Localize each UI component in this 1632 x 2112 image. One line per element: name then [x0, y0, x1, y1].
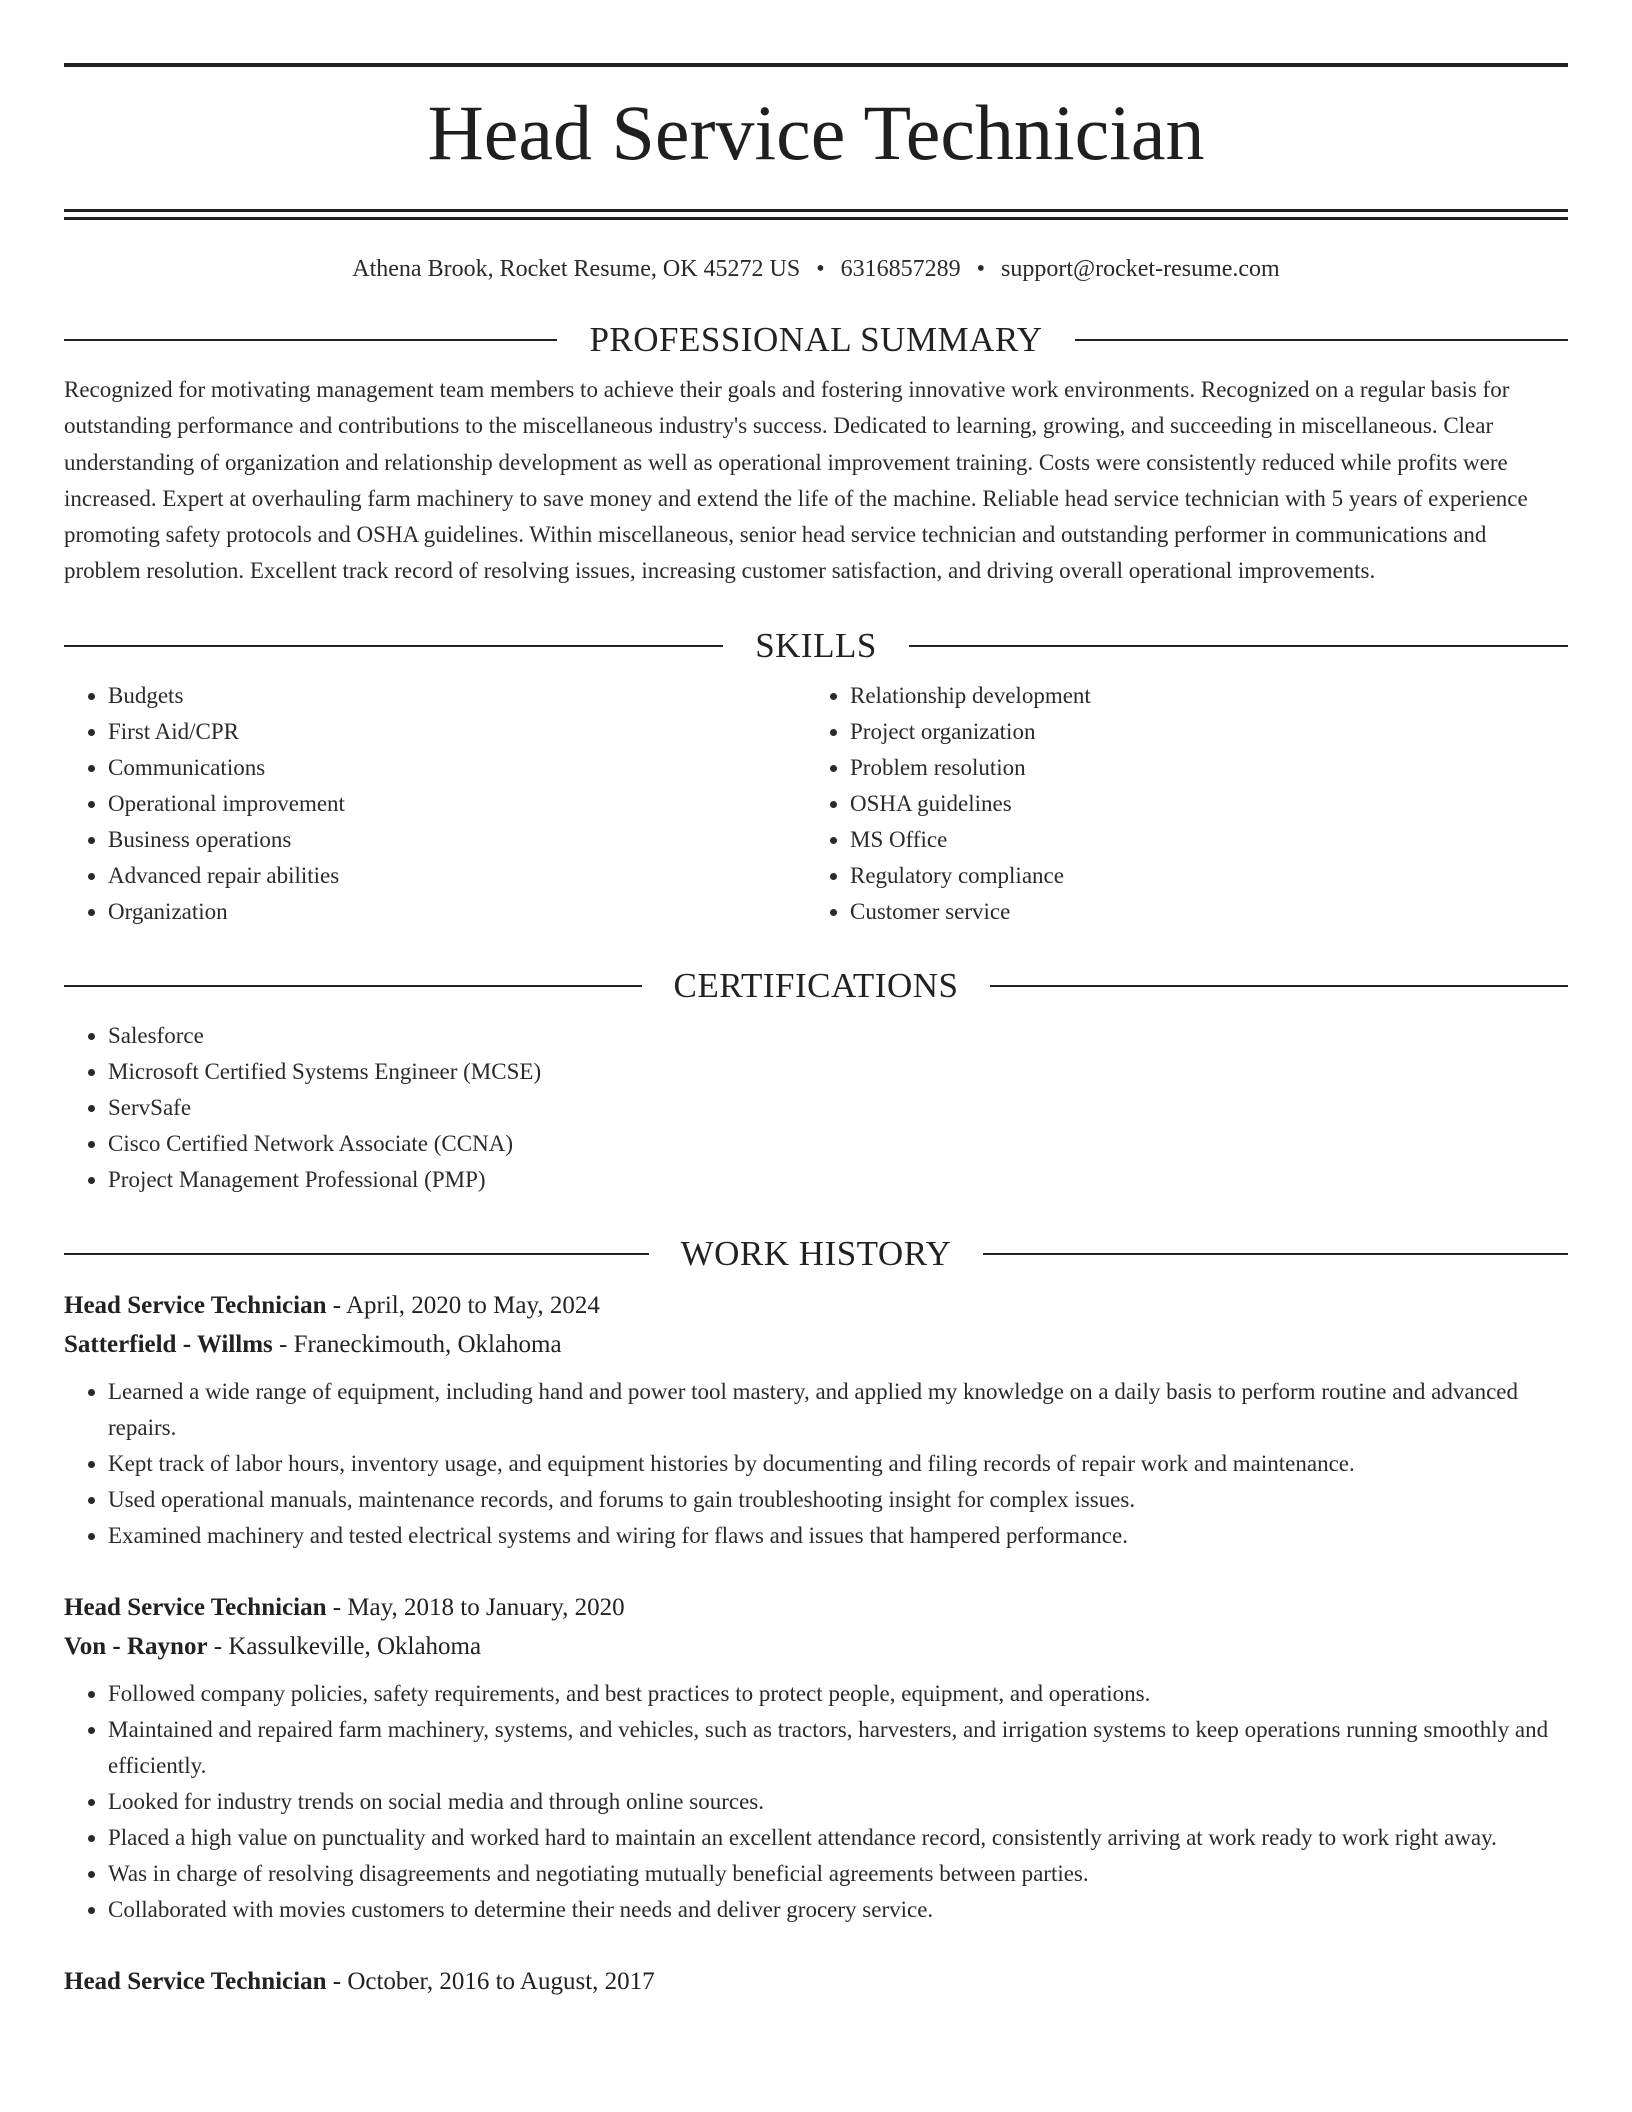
skills-list-left	[64, 678, 806, 930]
skill-item: • Customer service	[850, 894, 1548, 930]
contact-email: support@rocket-resume.com	[1001, 256, 1280, 282]
skill-item: • Business operations	[108, 822, 806, 858]
certification-item: • Salesforce	[108, 1018, 1568, 1054]
summary-heading-label: PROFESSIONAL SUMMARY	[589, 320, 1043, 359]
job-entry	[64, 1588, 1568, 1928]
skill-item: • Organization	[108, 894, 806, 930]
certification-item: • Project Management Professional (PMP)	[108, 1162, 1568, 1198]
heading-rule	[64, 645, 723, 647]
skills-grid	[64, 678, 1568, 930]
skills-column-left	[64, 678, 806, 930]
resume-title: Head Service Technician	[427, 89, 1205, 176]
skills-heading-label: SKILLS	[755, 625, 877, 665]
heading-rule	[909, 645, 1568, 647]
certification-item: • Cisco Certified Network Associate (CCNA)	[108, 1126, 1568, 1162]
heading-rule	[983, 1253, 1568, 1255]
job-dates: - April, 2020 to May, 2024	[326, 1291, 600, 1319]
work-history-heading-label: WORK HISTORY	[680, 1233, 952, 1273]
skills-list-right	[806, 678, 1548, 930]
skill-item: • Regulatory compliance	[850, 858, 1548, 894]
top-rule	[64, 63, 1568, 67]
job-title-line	[64, 1962, 1568, 2001]
skill-item: • Advanced repair abilities	[108, 858, 806, 894]
certifications-heading	[64, 964, 1568, 1008]
work-history-heading	[64, 1232, 1568, 1276]
job-title: Head Service Technician	[64, 1593, 327, 1621]
job-company-line	[64, 1325, 1568, 1364]
skill-item: • Communications	[108, 750, 806, 786]
job-bullet: • Placed a high value on punctuality and worked hard to maintain an excellent attendance record, consistently arriving at work ready to work right away.	[108, 1820, 1568, 1856]
skills-column-right	[806, 678, 1548, 930]
job-bullet: • Was in charge of resolving disagreements and negotiating mutually beneficial agreements between parties.	[108, 1856, 1568, 1892]
job-company: Von - Raynor	[64, 1632, 208, 1660]
job-title: Head Service Technician	[64, 1967, 327, 1995]
contact-address: Athena Brook, Rocket Resume, OK 45272 US	[352, 256, 801, 282]
job-bullet: • Followed company policies, safety requirements, and best practices to protect people, equipment, and operations.	[108, 1676, 1568, 1712]
certification-item: • ServSafe	[108, 1090, 1568, 1126]
job-entry	[64, 1286, 1568, 1554]
title-double-rule	[64, 209, 1568, 220]
skill-item: • OSHA guidelines	[850, 786, 1548, 822]
skill-item: • Relationship development	[850, 678, 1548, 714]
job-dates: - October, 2016 to August, 2017	[326, 1967, 655, 1995]
job-bullet: • Used operational manuals, maintenance records, and forums to gain troubleshooting insight for complex issues.	[108, 1482, 1568, 1518]
job-bullet: • Examined machinery and tested electrical systems and wiring for flaws and issues that hampered performance.	[108, 1518, 1568, 1554]
job-bullets	[64, 1374, 1568, 1554]
heading-rule	[1075, 339, 1568, 341]
heading-rule	[64, 339, 557, 341]
contact-line	[64, 254, 1568, 284]
job-location: - Franeckimouth, Oklahoma	[272, 1330, 562, 1358]
heading-rule	[64, 985, 642, 987]
skills-heading	[64, 624, 1568, 668]
job-bullets	[64, 1676, 1568, 1928]
job-dates: - May, 2018 to January, 2020	[326, 1593, 625, 1621]
job-bullet: • Kept track of labor hours, inventory usage, and equipment histories by documenting and filing records of repair work and maintenance.	[108, 1446, 1568, 1482]
summary-heading	[64, 318, 1568, 362]
skill-item: • Project organization	[850, 714, 1548, 750]
job-bullet: • Learned a wide range of equipment, including hand and power tool mastery, and applied my knowledge on a daily basis to perform routine and advanced repairs.	[108, 1374, 1568, 1446]
summary-text: Recognized for motivating management team members to achieve their goals and fostering innovative work environments. Recognized on a regular basis for outstanding performance and contributions to the miscellaneous industry's success. Dedicated to learning, growing, and succeeding in miscellaneous. Clear understanding of organization and relationship development as well as operational improvement training. Costs were consistently reduced while profits were increased. Expert at overhauling farm machinery to save money and extend the life of the machine. Reliable head service technician with 5 years of experience promoting safety protocols and OSHA guidelines. Within miscellaneous, senior head service technician and outstanding performer in communications and problem resolution. Excellent track record of resolving issues, increasing customer satisfaction, and driving overall operational improvements.	[64, 377, 1528, 584]
contact-separator: •	[816, 256, 825, 282]
skill-item: • First Aid/CPR	[108, 714, 806, 750]
job-bullet: • Maintained and repaired farm machinery, systems, and vehicles, such as tractors, harvesters, and irrigation systems to keep operations running smoothly and efficiently.	[108, 1712, 1568, 1784]
job-title-line	[64, 1588, 1568, 1627]
heading-rule	[64, 1253, 649, 1255]
certifications-list	[64, 1018, 1568, 1198]
job-bullet: • Collaborated with movies customers to determine their needs and deliver grocery service.	[108, 1892, 1568, 1928]
job-company: Satterfield - Willms	[64, 1330, 273, 1358]
job-bullet: • Looked for industry trends on social media and through online sources.	[108, 1784, 1568, 1820]
job-title: Head Service Technician	[64, 1291, 327, 1319]
contact-phone: 6316857289	[840, 256, 961, 282]
skill-item: • Operational improvement	[108, 786, 806, 822]
job-location: - Kassulkeville, Oklahoma	[207, 1632, 482, 1660]
resume-page	[64, 0, 1568, 2001]
certifications-heading-label: CERTIFICATIONS	[673, 965, 959, 1005]
heading-rule	[990, 985, 1568, 987]
job-company-line	[64, 1627, 1568, 1666]
skill-item: • Budgets	[108, 678, 806, 714]
job-title-line	[64, 1286, 1568, 1325]
contact-separator: •	[976, 256, 986, 282]
job-entry	[64, 1962, 1568, 2001]
skill-item: • MS Office	[850, 822, 1548, 858]
certification-item: • Microsoft Certified Systems Engineer (MCSE)	[108, 1054, 1568, 1090]
skill-item: • Problem resolution	[850, 750, 1548, 786]
